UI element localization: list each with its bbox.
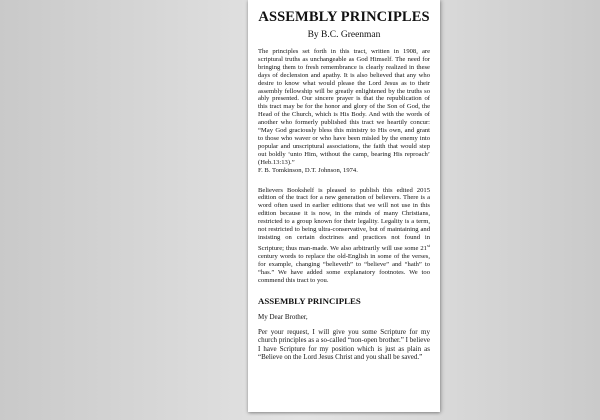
section-heading: ASSEMBLY PRINCIPLES bbox=[258, 295, 361, 306]
publisher-paragraph-part2: century words to replace the old-English in some of the verses, for example, changing “believeth” to “believe” and “hath” to “has.” We have added some explanatory footnotes. We too commend this tract to you. bbox=[258, 252, 430, 284]
author-line: By B.C. Greenman bbox=[307, 30, 381, 40]
intro-paragraph: The principles set forth in this tract, written in 1908, are scriptural truths as unchangeable as God Himself. The need for bringing them to fresh remembrance is clearly realized in these days of declension and apathy. It is also believed that any who desire to know what would please the Lord Jesus as to their assembly fellowship will be greatly enlightened by the truths so ably presented. Our sincere prayer is that the republication of this tract may be for the honor and glory of the Son of God, the Head of the Church, which is His Body. And with the words of another who formerly published this tract we heartily concur: “May God graciously bless this ministry to His own, and grant to those who waver or who have been misled by the enemy into popular and unscriptural associations, the faith that would step out boldly ‘unto Him, without the camp, bearing His reproach’ (Heb.13:13).” bbox=[258, 48, 430, 166]
salutation: My Dear Brother, bbox=[258, 312, 308, 321]
publisher-paragraph-part1: Believers Bookshelf is pleased to publish this edited 2015 edition of the tract for a new generation of believers. There is a word often used in earlier editions that we will not use in this edition because it is now, in the minds of many Christians, restricted to a group known for their legality. Legality is a term, not restricted to being ultra-conservative, but of maintaining and insisting on certain doctrines and practices not found in Scripture; thus man-made. We also arbitrarily will use some 21 bbox=[258, 186, 430, 253]
letter-paragraph: Per your request, I will give you some Scripture for my church principles as a so-called “non-open brother.” I believe I have Scripture for my position which is just as plain as “Believe on the Lord Jesus Christ and you shall be saved.” bbox=[258, 328, 430, 362]
document-page bbox=[248, 0, 440, 412]
intro-signature: F. B. Tomkinson, D.T. Johnson, 1974. bbox=[258, 166, 358, 174]
document-title: ASSEMBLY PRINCIPLES bbox=[258, 9, 430, 25]
publisher-paragraph bbox=[258, 187, 430, 285]
ordinal-suffix: st bbox=[426, 242, 430, 248]
